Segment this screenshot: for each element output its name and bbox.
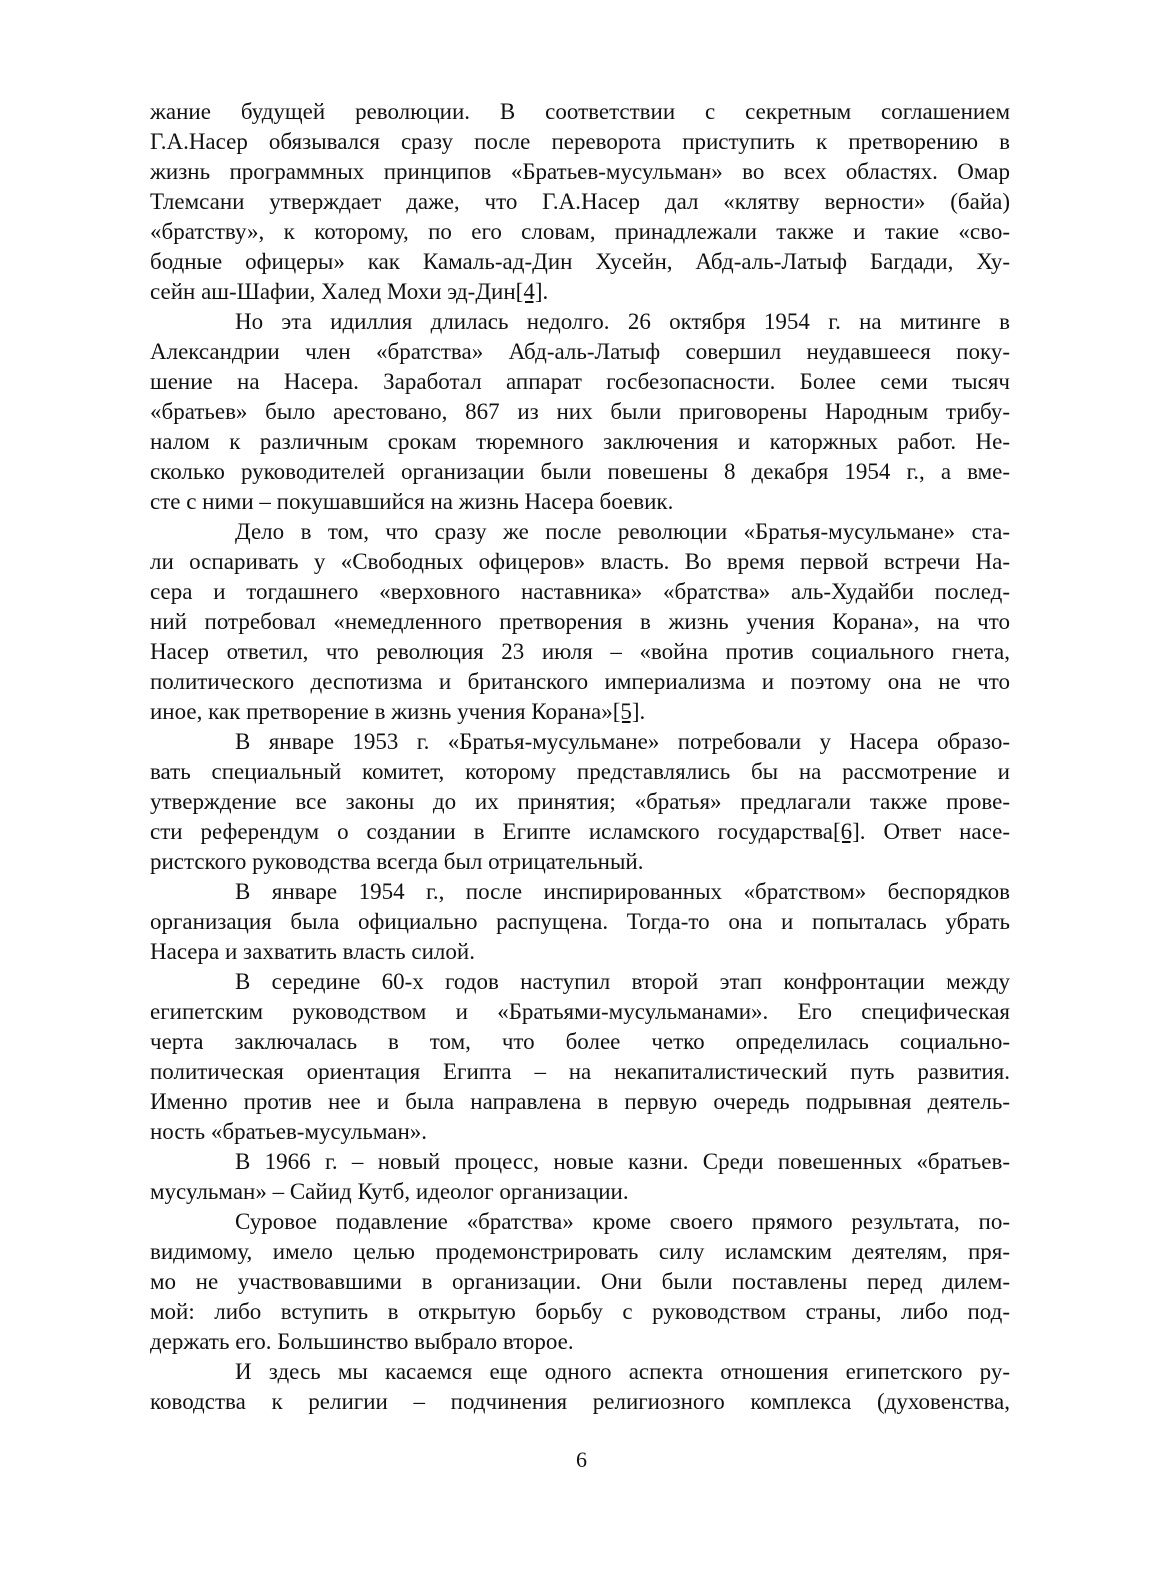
text-line: [150, 1387, 1010, 1417]
text-line-content: Г.А.Насер обязывался сразу после переворота приступить к претворению в: [150, 129, 1010, 154]
text-line-content: видимому, имело целью продемонстрировать силу исламским деятелям, пря-: [150, 1239, 1010, 1264]
text-line: [150, 127, 1010, 157]
text-line: [150, 1357, 1010, 1387]
page-number: 6: [576, 1447, 587, 1472]
text-line: [150, 277, 1010, 307]
text-line-content: Именно против нее и была направлена в первую очередь подрывная деятель-: [150, 1089, 1010, 1114]
text-line: [150, 247, 1010, 277]
text-line: [150, 1057, 1010, 1087]
text-line-continuation: . Ответ насе-: [859, 819, 1010, 844]
text-line-content: держать его. Большинство выбрало второе.: [150, 1329, 574, 1354]
text-line-content: Но эта идиллия длилась недолго. 26 октября 1954 г. на митинге в: [235, 309, 1010, 334]
text-line-continuation: .: [639, 699, 646, 724]
text-line-content: политического деспотизма и британского империализма и поэтому она не что: [150, 669, 1010, 694]
text-line-content: Суровое подавление «братства» кроме своего прямого результата, по-: [235, 1209, 1010, 1234]
text-line-continuation: .: [542, 279, 549, 304]
text-line-content: В январе 1953 г. «Братья-мусульмане» потребовали у Насера образо-: [235, 729, 1010, 754]
text-line-content: ность «братьев-мусульман».: [150, 1119, 428, 1144]
text-line: [150, 1027, 1010, 1057]
text-line: [150, 667, 1010, 697]
text-line-content: В середине 60-х годов наступил второй этап конфронтации между: [235, 969, 1010, 994]
text-line-content: Тлемсани утверждает даже, что Г.А.Насер дал «клятву верности» (байа): [150, 189, 1010, 214]
text-line-content: мусульман» – Сайид Кутб, идеолог организации.: [150, 1179, 629, 1204]
text-line: [150, 637, 1010, 667]
text-line: [150, 1327, 1010, 1357]
footnote-reference-link[interactable]: [6]: [832, 819, 860, 844]
text-line: [150, 727, 1010, 757]
footnote-reference-link[interactable]: [4]: [515, 279, 543, 304]
text-line: [150, 1177, 1010, 1207]
text-line-content: Дело в том, что сразу же после революции «Братья-мусульмане» ста-: [235, 519, 1010, 544]
text-line-content: иное, как претворение в жизнь учения Корана»: [150, 699, 613, 724]
text-line: [150, 847, 1010, 877]
text-line-content: жизнь программных принципов «Братьев-мусульман» во всех областях. Омар: [150, 159, 1010, 184]
text-line: [150, 487, 1010, 517]
text-line-content: сейн аш-Шафии, Халед Мохи эд-Дин: [150, 279, 516, 304]
text-line-content: мо не участвовавшими в организации. Они были поставлены перед дилем-: [150, 1269, 1010, 1294]
text-line-content: «братьев» было арестовано, 867 из них были приговорены Народным трибу-: [150, 399, 1010, 424]
text-line: [150, 397, 1010, 427]
text-line-content: сколько руководителей организации были повешены 8 декабря 1954 г., а вме-: [150, 459, 1010, 484]
text-line: [150, 937, 1010, 967]
text-line: [150, 157, 1010, 187]
text-line: [150, 967, 1010, 997]
text-line-content: политическая ориентация Египта – на некапиталистический путь развития.: [150, 1059, 1010, 1084]
text-line: [150, 1237, 1010, 1267]
text-line-content: египетским руководством и «Братьями-мусульманами». Его специфическая: [150, 999, 1010, 1024]
text-line: [150, 337, 1010, 367]
text-line: [150, 607, 1010, 637]
text-line-content: И здесь мы касаемся еще одного аспекта отношения египетского ру-: [235, 1359, 1010, 1384]
text-line: [150, 877, 1010, 907]
text-line-content: «братству», к которому, по его словам, принадлежали также и такие «сво-: [150, 219, 1010, 244]
text-line-content: мой: либо вступить в открытую борьбу с руководством страны, либо под-: [150, 1299, 1010, 1324]
text-line-content: ний потребовал «немедленного претворения в жизнь учения Корана», на что: [150, 609, 1010, 634]
text-line: [150, 307, 1010, 337]
text-line: [150, 547, 1010, 577]
text-line: [150, 1267, 1010, 1297]
text-line: [150, 97, 1010, 127]
text-line-content: ристского руководства всегда был отрицательный.: [150, 849, 644, 874]
text-line-content: налом к различным срокам тюремного заключения и каторжных работ. Не-: [150, 429, 1010, 454]
text-line: [150, 457, 1010, 487]
text-line: [150, 997, 1010, 1027]
text-line: [150, 757, 1010, 787]
text-line: [150, 1297, 1010, 1327]
text-line-content: бодные офицеры» как Камаль-ад-Дин Хусейн, Абд-аль-Латыф Багдади, Ху-: [150, 249, 1010, 274]
text-line-content: сера и тогдашнего «верховного наставника» «братства» аль-Худайби послед-: [150, 579, 1010, 604]
text-line-content: ли оспаривать у «Свободных офицеров» власть. Во время первой встречи На-: [150, 549, 1010, 574]
text-line: [150, 517, 1010, 547]
text-line-content: сти референдум о создании в Египте исламского государства: [150, 819, 833, 844]
text-line-content: В январе 1954 г., после инспирированных «братством» беспорядков: [235, 879, 1010, 904]
text-line: [150, 1087, 1010, 1117]
text-line: [150, 697, 1010, 727]
text-line-content: утверждение все законы до их принятия; «братья» предлагали также прове-: [150, 789, 1010, 814]
text-line-content: Насера и захватить власть силой.: [150, 939, 475, 964]
text-line: [150, 427, 1010, 457]
text-line-content: жание будущей революции. В соответствии с секретным соглашением: [150, 99, 1010, 124]
text-line: [150, 1147, 1010, 1177]
text-line-content: черта заключалась в том, что более четко определилась социально-: [150, 1029, 1010, 1054]
text-line: [150, 187, 1010, 217]
text-line-content: организация была официально распущена. Тогда-то она и попыталась убрать: [150, 909, 1010, 934]
text-line-content: сте с ними – покушавшийся на жизнь Насера боевик.: [150, 489, 674, 514]
text-line-content: Александрии член «братства» Абд-аль-Латыф совершил неудавшееся поку-: [150, 339, 1010, 364]
text-line: [150, 1117, 1010, 1147]
text-line: [150, 1207, 1010, 1237]
text-line: [150, 817, 1010, 847]
text-line: [150, 217, 1010, 247]
text-line-content: В 1966 г. – новый процесс, новые казни. Среди повешенных «братьев-: [235, 1149, 1010, 1174]
text-line-content: вать специальный комитет, которому представлялись бы на рассмотрение и: [150, 759, 1010, 784]
text-line-content: шение на Насера. Заработал аппарат госбезопасности. Более семи тысяч: [150, 369, 1010, 394]
text-line: [150, 577, 1010, 607]
text-line: [150, 367, 1010, 397]
text-line: [150, 787, 1010, 817]
document-body: [150, 97, 1010, 1417]
text-line-content: ководства к религии – подчинения религиозного комплекса (духовенства,: [150, 1389, 1010, 1414]
text-line: [150, 907, 1010, 937]
text-line-content: Насер ответил, что революция 23 июля – «война против социального гнета,: [150, 639, 1010, 664]
footnote-reference-link[interactable]: [5]: [612, 699, 640, 724]
